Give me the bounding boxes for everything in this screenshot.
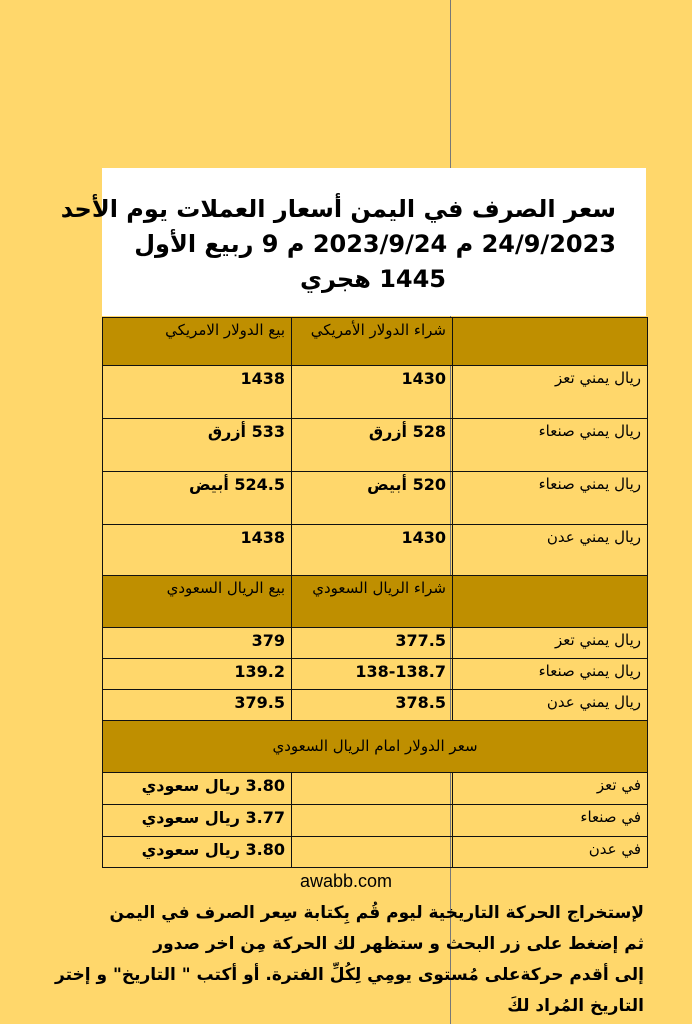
instructions-text bbox=[44, 898, 644, 1022]
usd-sar-value: 3.80 ريال سعودي bbox=[103, 837, 292, 868]
instructions-line-2: ثم إضغط على زر البحث و ستظهر لك الحركة مِن اخر صدور bbox=[153, 934, 644, 954]
header-empty-cell bbox=[453, 318, 648, 366]
usd-sell-value: 524.5 أبيض bbox=[103, 472, 292, 525]
title-line-1: سعر الصرف في اليمن أسعار العملات يوم الأحد bbox=[60, 195, 616, 223]
table-row bbox=[103, 525, 648, 576]
sar-header-row bbox=[103, 576, 648, 628]
usd-sell-value: 1438 bbox=[103, 525, 292, 576]
sar-sell-value: 379.5 bbox=[103, 690, 292, 721]
sar-buy-value: 377.5 bbox=[292, 628, 453, 659]
title-line-2: 24/9/2023 م 2023/9/24 م 9 ربيع الأول bbox=[134, 230, 616, 258]
table-row bbox=[103, 366, 648, 419]
usd-buy-value: 520 أبيض bbox=[292, 472, 453, 525]
usd-sell-value: 533 أزرق bbox=[103, 419, 292, 472]
row-label: ريال يمني صنعاء bbox=[453, 419, 648, 472]
row-label: ريال يمني عدن bbox=[453, 525, 648, 576]
empty-cell bbox=[292, 837, 453, 868]
row-label: ريال يمني تعز bbox=[453, 366, 648, 419]
usd-sar-value: 3.80 ريال سعودي bbox=[103, 773, 292, 805]
table-row bbox=[103, 659, 648, 690]
table-row bbox=[103, 805, 648, 837]
table-row bbox=[103, 690, 648, 721]
instructions-line-1: لإستخراج الحركة التاريخية ليوم قُم بِكتابة سِعر الصرف في اليمن bbox=[109, 903, 644, 923]
usd-buy-value: 528 أزرق bbox=[292, 419, 453, 472]
empty-cell bbox=[292, 805, 453, 837]
usd-buy-header: شراء الدولار الأمريكي bbox=[292, 318, 453, 366]
row-label: في صنعاء bbox=[453, 805, 648, 837]
header-empty-cell bbox=[453, 576, 648, 628]
title-line-3: 1445 هجري bbox=[299, 265, 446, 293]
usd-sell-header: بيع الدولار الامريكي bbox=[103, 318, 292, 366]
table-row bbox=[103, 419, 648, 472]
sar-buy-value: 378.5 bbox=[292, 690, 453, 721]
table-row bbox=[103, 773, 648, 805]
row-label: ريال يمني صنعاء bbox=[453, 472, 648, 525]
table-row bbox=[103, 837, 648, 868]
site-url: awabb.com bbox=[299, 871, 393, 891]
usd-sar-header-row bbox=[103, 721, 648, 773]
row-label: ريال يمني عدن bbox=[453, 690, 648, 721]
row-label: في عدن bbox=[453, 837, 648, 868]
sar-buy-value: 138-138.7 bbox=[292, 659, 453, 690]
exchange-rates-table bbox=[102, 317, 648, 868]
usd-buy-value: 1430 bbox=[292, 525, 453, 576]
empty-cell bbox=[292, 773, 453, 805]
row-label: ريال يمني صنعاء bbox=[453, 659, 648, 690]
usd-header-row bbox=[103, 318, 648, 366]
table-row bbox=[103, 628, 648, 659]
usd-sar-header: سعر الدولار امام الريال السعودي bbox=[103, 721, 648, 773]
usd-sar-value: 3.77 ريال سعودي bbox=[103, 805, 292, 837]
title-box bbox=[60, 168, 646, 316]
usd-buy-value: 1430 bbox=[292, 366, 453, 419]
instructions-line-4: التاريخ المُراد لكَ bbox=[507, 996, 644, 1016]
table-row bbox=[103, 472, 648, 525]
usd-sell-value: 1438 bbox=[103, 366, 292, 419]
sar-sell-value: 379 bbox=[103, 628, 292, 659]
sar-sell-header: بيع الريال السعودي bbox=[103, 576, 292, 628]
instructions-line-3: إلى أقدم حركةعلى مُستوى يومِي لِكُلِّ الفترة. أو أكتب " التاريخ" و إختر bbox=[55, 965, 644, 985]
row-label: في تعز bbox=[453, 773, 648, 805]
row-label: ريال يمني تعز bbox=[453, 628, 648, 659]
sar-sell-value: 139.2 bbox=[103, 659, 292, 690]
page-title bbox=[60, 192, 616, 297]
sar-buy-header: شراء الريال السعودي bbox=[292, 576, 453, 628]
